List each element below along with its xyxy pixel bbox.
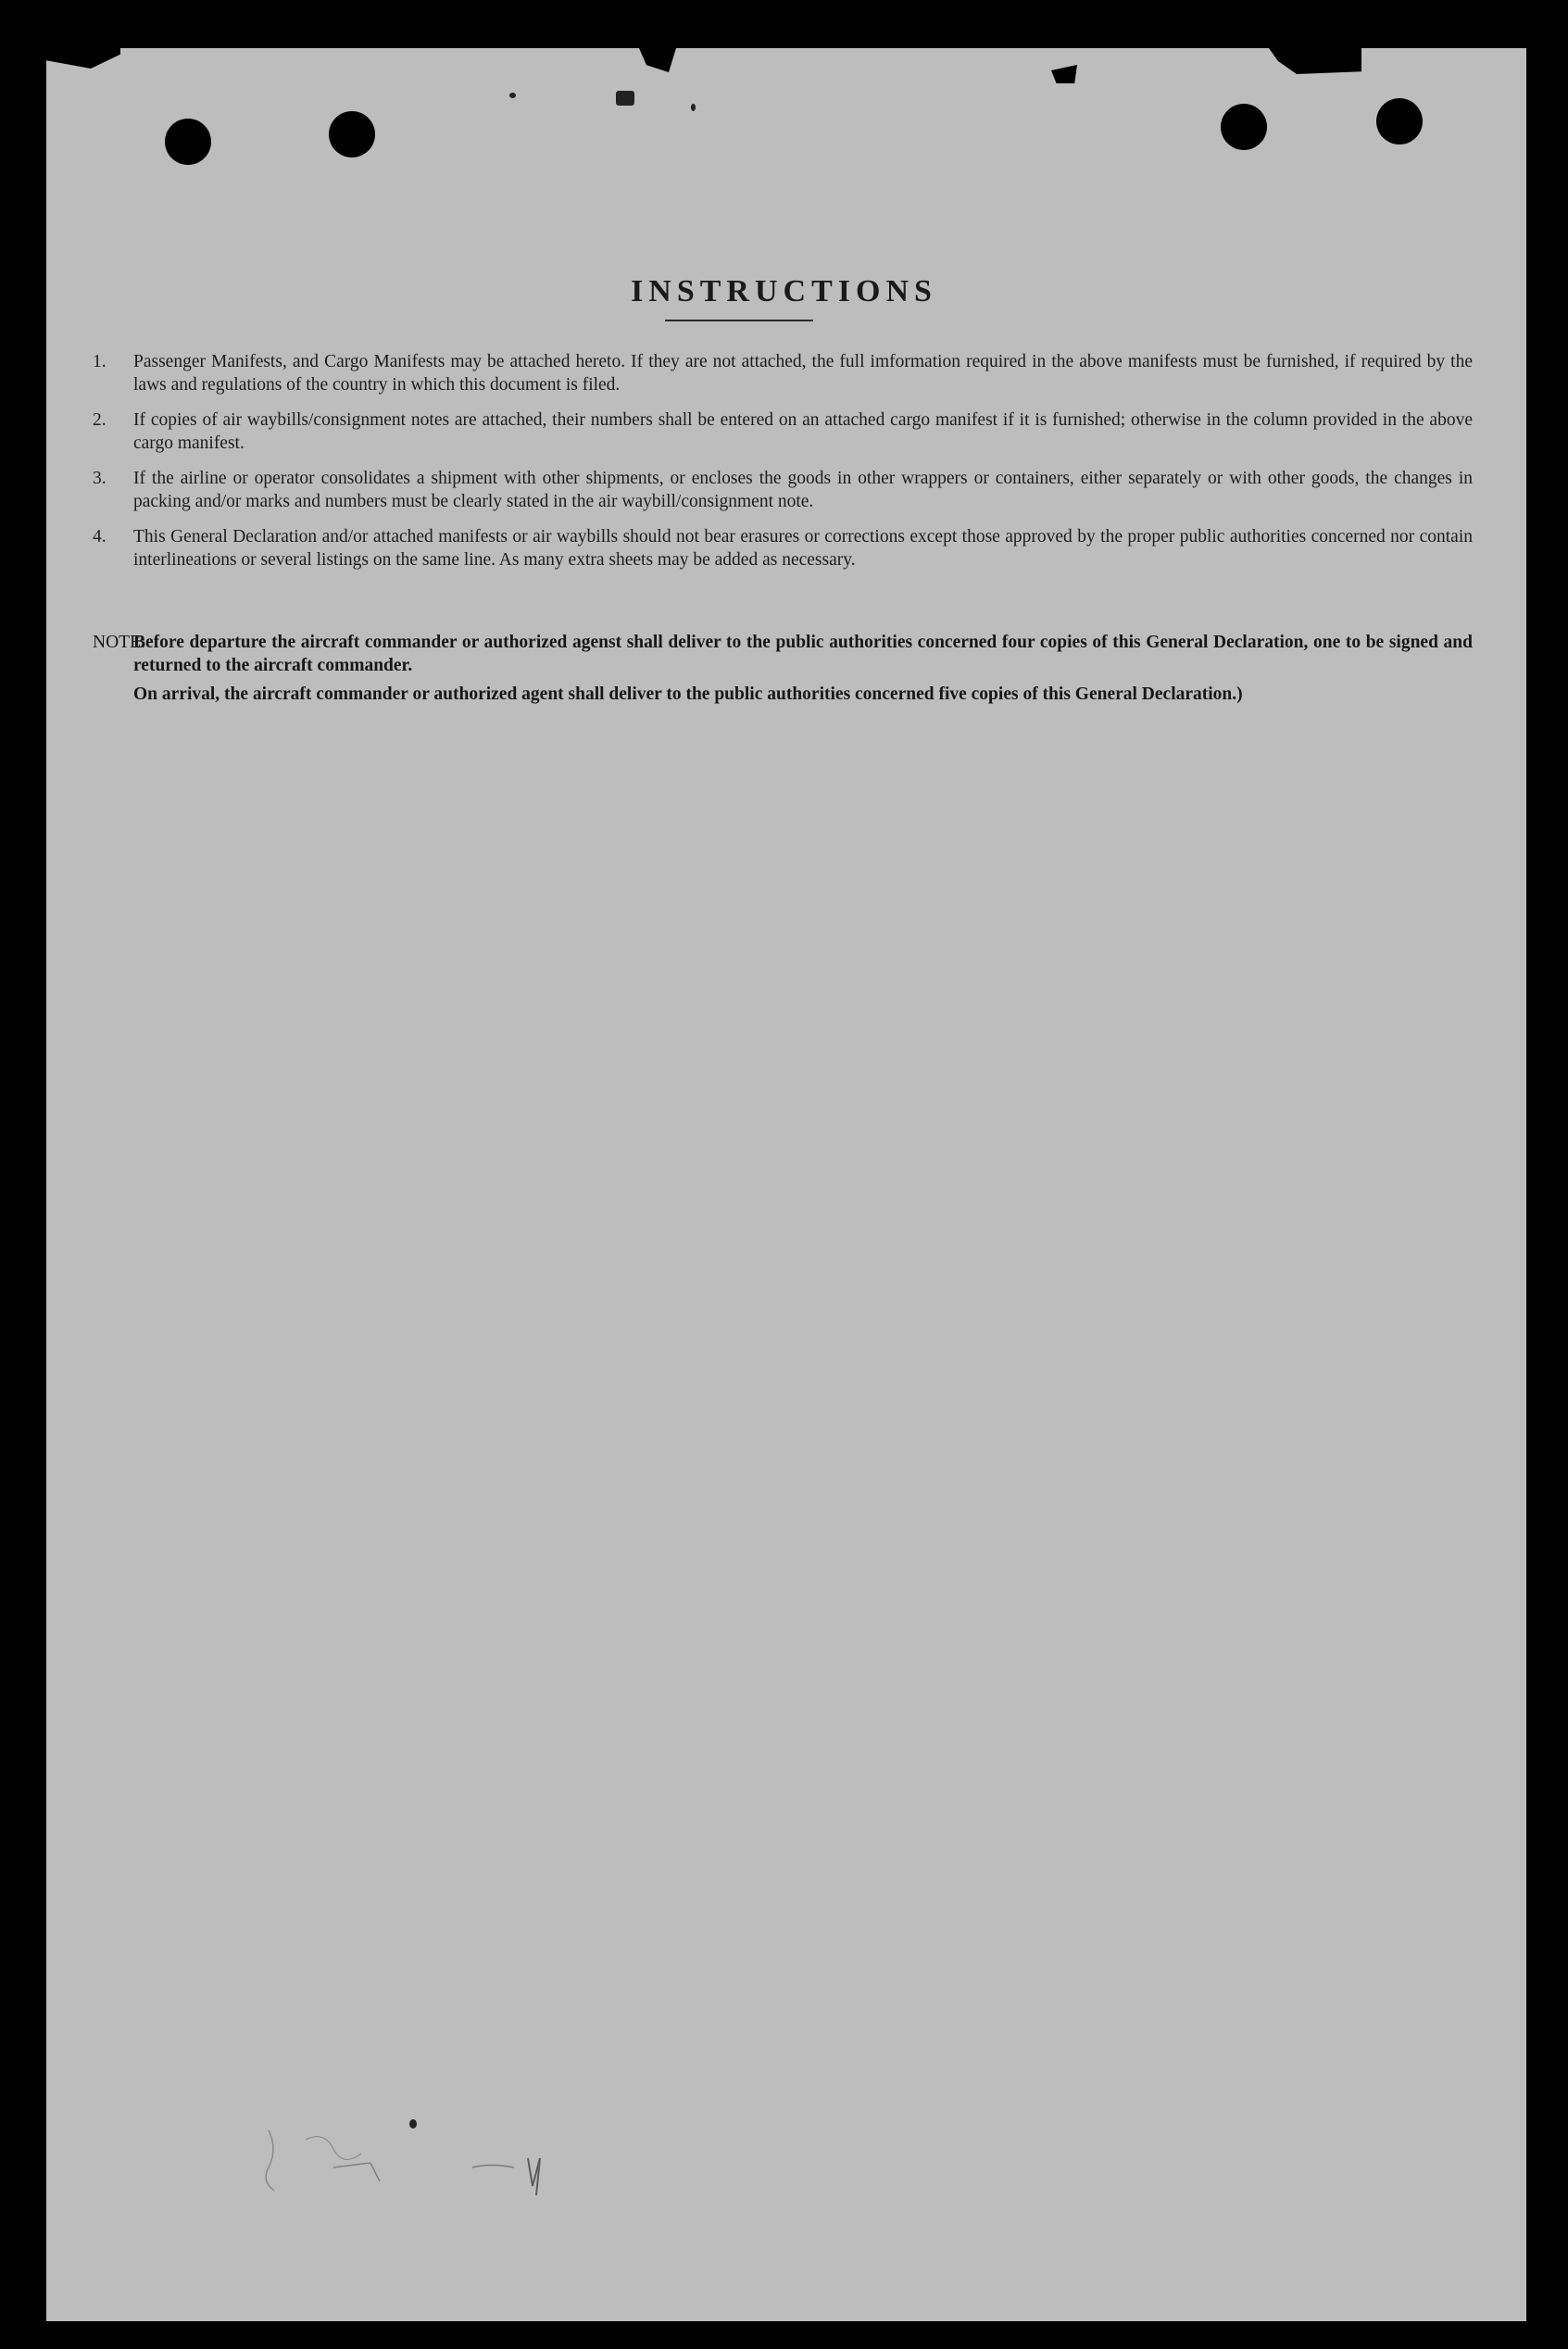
instruction-text: If copies of air waybills/consignment notes are attached, their numbers shall be entered on an attached cargo manifest if it is furnished; otherwise in the column provided in the above cargo manifest.	[133, 410, 1473, 453]
punch-hole-4	[1376, 98, 1423, 144]
note-label: NOTE:	[93, 633, 146, 652]
note-departure	[93, 631, 1473, 677]
instruction-text: Passenger Manifests, and Cargo Manifests may be attached hereto. If they are not attached, the full imformation required in the above manifests must be furnished, if required by the laws and regulations of the country in which this document is filed.	[133, 352, 1473, 395]
instruction-number: 4.	[93, 527, 107, 546]
instruction-item	[93, 408, 1473, 455]
instruction-text: This General Declaration and/or attached manifests or air waybills should not bear erasures or corrections except those approved by the proper public authorities concerned nor contain interlineations or several listings on the same line. As many extra sheets may be added as necessary.	[133, 527, 1473, 570]
note-departure-text: Before departure the aircraft commander or authorized agenst shall deliver to the public authorities concerned four copies of this General Declaration, one to be signed and returned to the aircraft commander.	[133, 633, 1473, 675]
faint-signature-marks	[250, 2103, 602, 2205]
punch-hole-2	[329, 111, 375, 157]
punch-hole-3	[1221, 104, 1267, 150]
page-title: INSTRUCTIONS	[631, 273, 937, 308]
speck	[509, 93, 516, 98]
note-arrival-text: On arrival, the aircraft commander or authorized agent shall deliver to the public authorities concerned five copies of this General Declaration.)	[133, 685, 1243, 704]
speck	[691, 104, 696, 111]
instruction-text: If the airline or operator consolidates a shipment with other shipments, or encloses the goods in other wrappers or containers, either separately or with other goods, the changes in packing and/or marks and numbers must be clearly stated in the air waybill/consignment note.	[133, 469, 1473, 511]
instruction-number: 1.	[93, 352, 107, 371]
instruction-item	[93, 525, 1473, 572]
punch-hole-1	[165, 119, 211, 165]
speck	[616, 91, 634, 106]
title-underline	[665, 320, 813, 321]
instruction-number: 2.	[93, 410, 107, 430]
instruction-number: 3.	[93, 469, 107, 488]
instruction-item	[93, 467, 1473, 513]
note-section	[93, 631, 1473, 706]
instructions-list	[93, 350, 1473, 584]
instruction-item	[93, 350, 1473, 396]
